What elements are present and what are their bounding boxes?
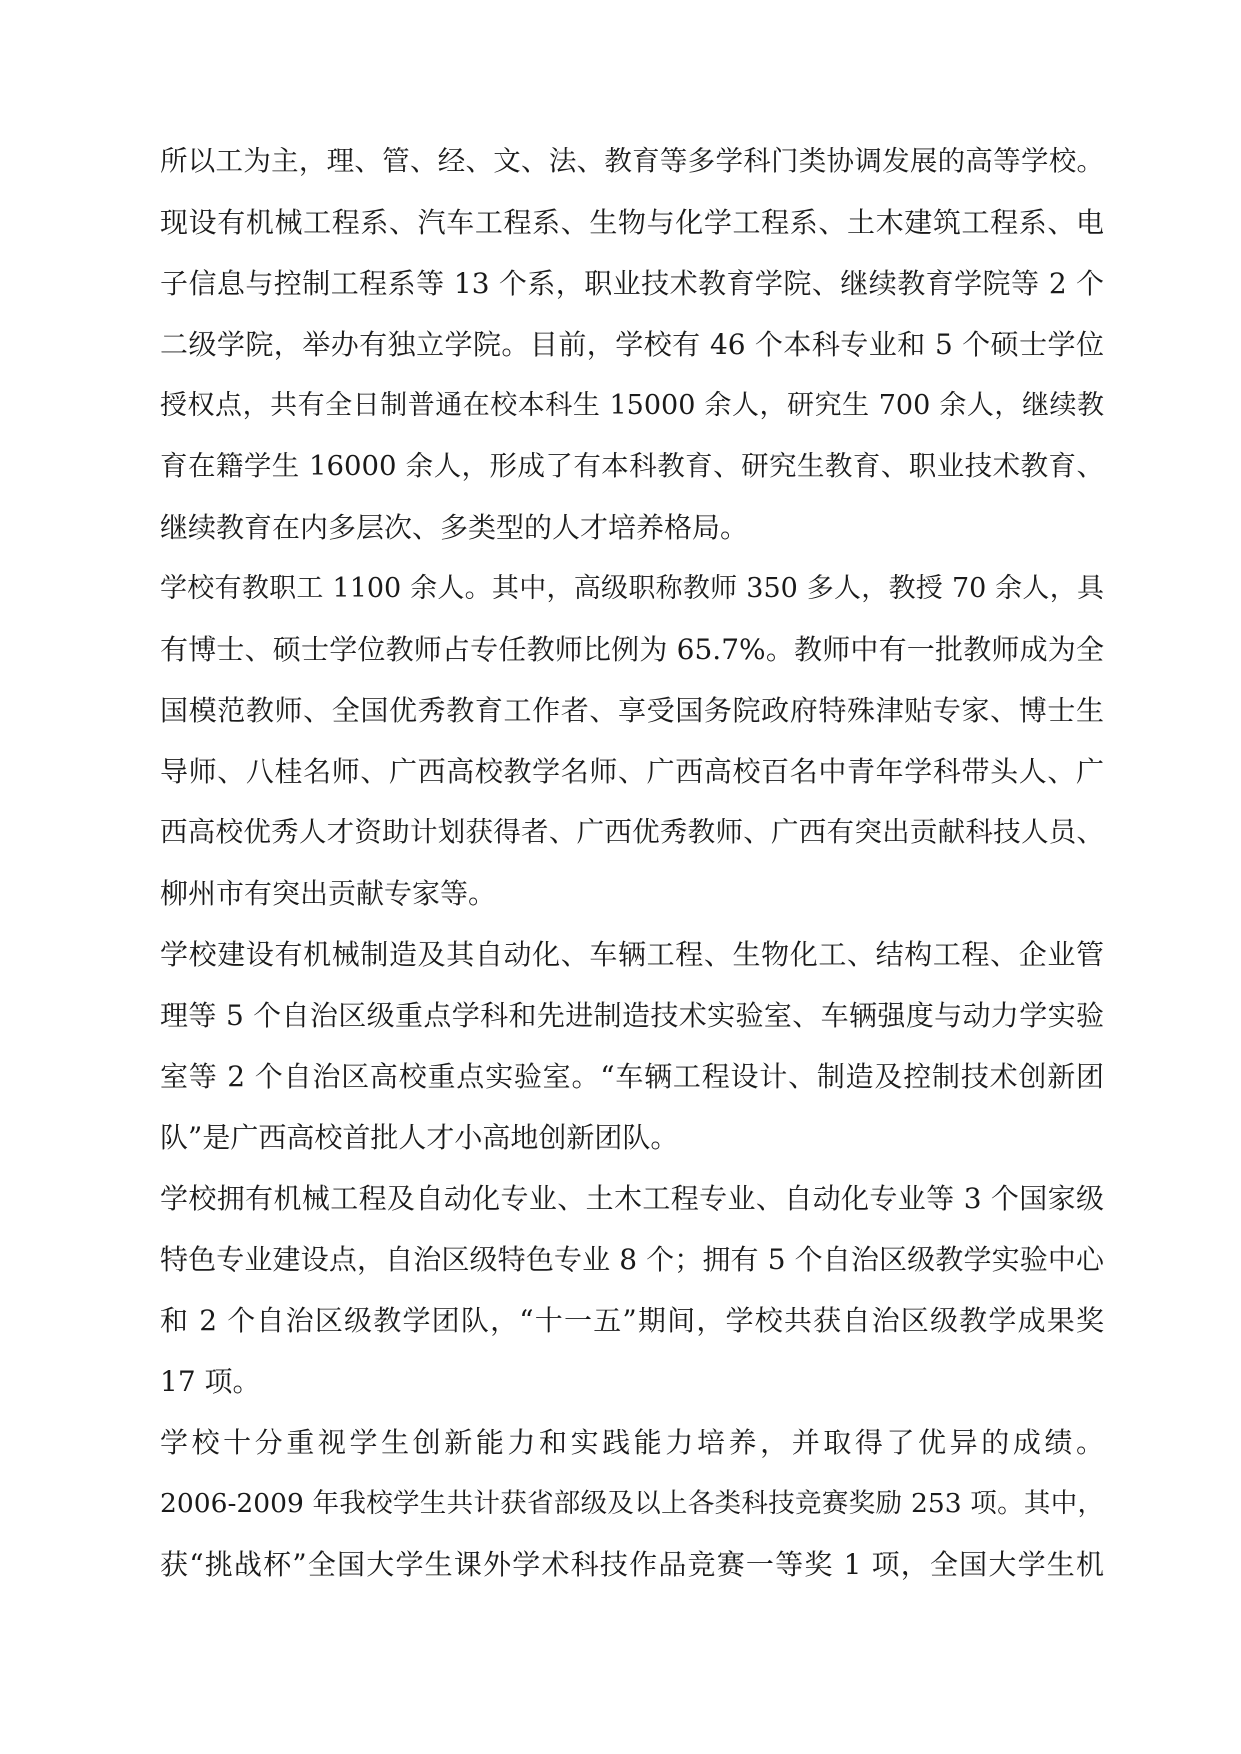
text-line: 西高校优秀人才资助计划获得者、广西优秀教师、广西有突出贡献科技人员、	[160, 816, 1104, 848]
text-line: 特色专业建设点，自治区级特色专业 8 个；拥有 5 个自治区级教学实验中心	[160, 1243, 1104, 1276]
text-line: 国模范教师、全国优秀教育工作者、享受国务院政府特殊津贴专家、博士生	[160, 694, 1104, 727]
text-line: 所以工为主，理、管、经、文、法、教育等多学科门类协调发展的高等学校。	[160, 145, 1104, 177]
text-line: 获“挑战杯”全国大学生课外学术科技作品竞赛一等奖 1 项，全国大学生机	[160, 1548, 1104, 1581]
text-line: 授权点，共有全日制普通在校本科生 15000 余人，研究生 700 余人，继续教	[160, 390, 1104, 421]
text-line: 学校建设有机械制造及其自动化、车辆工程、生物化工、结构工程、企业管	[160, 938, 1104, 971]
body-text	[160, 131, 1104, 1595]
text-line: 理等 5 个自治区级重点学科和先进制造技术实验室、车辆强度与动力学实验	[160, 999, 1104, 1032]
text-line: 室等 2 个自治区高校重点实验室。“车辆工程设计、制造及控制技术创新团	[160, 1060, 1104, 1093]
text-line: 二级学院，举办有独立学院。目前，学校有 46 个本科专业和 5 个硕士学位	[160, 328, 1104, 361]
text-line: 柳州市有突出贡献专家等。	[160, 877, 497, 910]
text-line: 2006-2009 年我校学生共计获省部级及以上各类科技竞赛奖励 253 项。其中，	[160, 1488, 1104, 1519]
text-line: 有博士、硕士学位教师占专任教师比例为 65.7%。教师中有一批教师成为全	[160, 633, 1104, 666]
text-line: 现设有机械工程系、汽车工程系、生物与化学工程系、土木建筑工程系、电	[160, 206, 1104, 239]
text-line: 和 2 个自治区级教学团队，“十一五”期间，学校共获自治区级教学成果奖	[160, 1304, 1104, 1337]
text-line: 继续教育在内多层次、多类型的人才培养格局。	[160, 511, 749, 544]
text-line: 17 项。	[160, 1365, 261, 1398]
text-line: 子信息与控制工程系等 13 个系，职业技术教育学院、继续教育学院等 2 个	[160, 267, 1104, 300]
text-line: 学校十分重视学生创新能力和实践能力培养，并取得了优异的成绩。	[160, 1426, 1104, 1459]
text-line: 学校拥有机械工程及自动化专业、土木工程专业、自动化专业等 3 个国家级	[160, 1182, 1104, 1215]
text-line: 育在籍学生 16000 余人，形成了有本科教育、研究生教育、职业技术教育、	[160, 450, 1104, 482]
text-line: 导师、八桂名师、广西高校教学名师、广西高校百名中青年学科带头人、广	[160, 755, 1104, 788]
text-line: 学校有教职工 1100 余人。其中，高级职称教师 350 多人，教授 70 余人，具	[160, 573, 1104, 604]
text-line: 队”是广西高校首批人才小高地创新团队。	[160, 1121, 679, 1154]
